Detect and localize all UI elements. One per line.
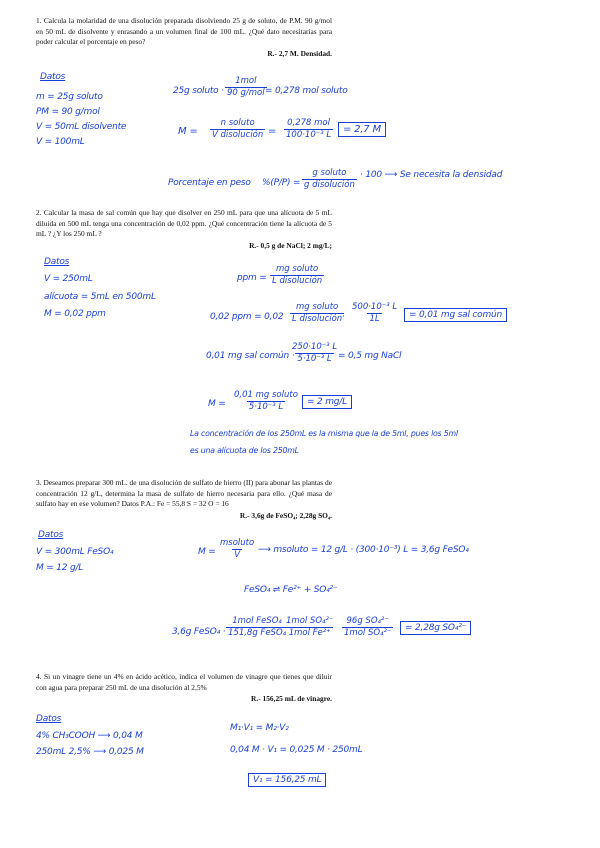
- p1-dato-2: PM = 90 g/mol: [36, 107, 100, 117]
- problem-1-text: 1. Calcula la molaridad de una disolución preparada disolviendo 25 g de soluto, de P.M. 90 g/mol en 50 mL de disolvente y enrasando a un volumen final de 100 mL. ¿Qué dato necesitarías para poder calcular el porcentaje en peso?: [36, 16, 332, 47]
- p2-calc1-frac1: mg soluto L disolución: [292, 302, 343, 324]
- p3-dissoc: FeSO₄ ⇌ Fe²⁺ + SO₄²⁻: [244, 585, 338, 595]
- problem-1: [36, 16, 332, 59]
- p3-calc1-frac: msoluto V: [220, 538, 255, 560]
- p2-calc2-frac: $\frac{\text{250·10⁻³ L}}{\text{5·10⁻³ L}}$: [292, 342, 338, 364]
- p1-pct-frac: g soluto g disolución: [304, 168, 355, 190]
- p2-note-1: La concentración de los 250mL es la misma que la de 5ml, pues los 5ml: [190, 429, 458, 438]
- p3-calc2-frac1: 1mol FeSO₄ 151,8g FeSO₄: [228, 616, 287, 638]
- problem-1-answer: R.- 2,7 M. Densidad.: [267, 48, 332, 58]
- p1-calc1-frac: 1mol 90 g/mol: [227, 76, 265, 98]
- p1-pct-tail: · 100 ⟶ Se necesita la densidad: [360, 170, 503, 180]
- problem-2-answer: R.- 0,5 g de NaCl; 2 mg/L;: [249, 240, 332, 250]
- p2-calc1-mid: ·: [342, 312, 345, 322]
- p1-datos-title: Datos: [40, 72, 66, 82]
- p1-molarity-frac2: 0,278 mol 100·10⁻³ L: [286, 118, 332, 140]
- p3-calc2-frac3: 96g SO₄²⁻ 1mol SO₄²⁻: [344, 616, 392, 638]
- p4-result: V₁ = 156,25 mL: [248, 775, 326, 785]
- p2-calc3-lead: M =: [208, 399, 226, 409]
- p1-calc1-result: = 0,278 mol soluto: [265, 86, 348, 96]
- p4-dato-1: 4% CH₃COOH ⟶ 0,04 M: [36, 731, 143, 741]
- p1-molarity-result: = 2,7 M: [338, 124, 386, 135]
- p2-dato-3: M = 0,02 ppm: [44, 309, 106, 319]
- p2-dato-2: alícuota = 5mL en 500mL: [44, 292, 156, 302]
- p3-calc2-result: = 2,28g SO₄²⁻: [400, 623, 471, 633]
- p4-eq-2: 0,04 M · V₁ = 0,025 M · 250mL: [230, 745, 363, 755]
- p3-datos-title: Datos: [38, 530, 64, 540]
- p3-calc1-lead: M =: [198, 547, 216, 557]
- p1-dato-3: V = 50mL disolvente: [36, 122, 127, 132]
- p2-datos-title: Datos: [44, 257, 70, 267]
- p3-calc1-result: ⟶ msoluto = 12 g/L · (300·10⁻³) L = 3,6g FeSO₄: [258, 545, 469, 555]
- p2-calc3-frac: 0,01 mg soluto 5·10⁻³ L: [234, 390, 298, 412]
- problem-4-answer: R.- 156,25 mL de vinagre.: [251, 694, 332, 704]
- p1-molarity-mid: =: [268, 126, 277, 137]
- p2-calc1-lead: 0,02 ppm = 0,02: [210, 312, 284, 322]
- p4-eq-1: M₁·V₁ = M₂·V₂: [230, 723, 289, 733]
- p2-dato-1: V = 250mL: [44, 274, 93, 284]
- p3-dato-2: M = 12 g/L: [36, 563, 84, 573]
- problem-4: [36, 672, 332, 705]
- problem-3: [36, 478, 332, 521]
- p3-calc2-frac2: 1mol SO₄²⁻ 1mol Fe²⁺: [286, 616, 334, 638]
- p2-calc1-result: = 0,01 mg sal común: [404, 310, 507, 320]
- p1-pct-label: Porcentaje en peso: [168, 178, 251, 188]
- p1-dato-4: V = 100mL: [36, 137, 85, 147]
- problem-2: [36, 208, 332, 251]
- p2-calc2-lead: 0,01 mg sal común ·: [206, 351, 295, 361]
- p4-datos-title: Datos: [36, 714, 62, 724]
- problem-2-text: 2. Calcular la masa de sal común que hay que disolver en 250 mL para que una alícuota de 5 mL diluida en 500 mL tenga una concentración de 0,02 ppm. ¿Qué concentración tiene la alícuota de 5 mL ? ¿Y los 250 mL ?: [36, 208, 332, 239]
- p1-dato-1: m = 25g soluto: [36, 92, 103, 102]
- p2-ppm-frac: mg soluto L disolución: [272, 264, 323, 286]
- p1-pct-lead: %(P/P) =: [262, 178, 301, 188]
- p4-dato-2: 250mL 2,5% ⟶ 0,025 M: [36, 747, 144, 757]
- p2-note-2: es una alícuota de los 250mL: [190, 446, 299, 455]
- problem-3-answer: R.- 3,6g de FeSO₄; 2,28g SO₄.: [239, 510, 332, 520]
- p2-calc1-frac2: $\frac{\text{500·10⁻³ L}}{1L}$: [352, 302, 398, 324]
- p3-dato-1: V = 300mL FeSO₄: [36, 547, 114, 557]
- p2-calc2-result: = 0,5 mg NaCl: [338, 351, 402, 361]
- p1-calc1-lead: 25g soluto ·: [173, 86, 224, 96]
- p2-ppm-lead: ppm =: [237, 273, 267, 283]
- p2-calc3-result: = 2 mg/L: [302, 397, 352, 407]
- p1-molarity-lead: M =: [178, 126, 198, 137]
- p3-calc2-lead: 3,6g FeSO₄ ·: [172, 627, 226, 637]
- p1-molarity-frac1: n soluto V disolución: [212, 118, 264, 140]
- problem-3-text: 3. Deseamos preparar 300 mL. de una disolución de sulfato de hierro (II) para abonar las plantas de concentración 12 g/L, determina la masa de sulfato de hierro necesaria para ello. ¿Qué masa de sulfato hay en ese volumen? Datos P.A.: Fe = 55,8 S = 32 O = 16: [36, 478, 332, 509]
- problem-4-text: 4. Si un vinagre tiene un 4% en ácido acético, indica el volumen de vinagre que tienes que diluir con agua para preparar 250 mL de una disolución al 2,5%: [36, 672, 332, 692]
